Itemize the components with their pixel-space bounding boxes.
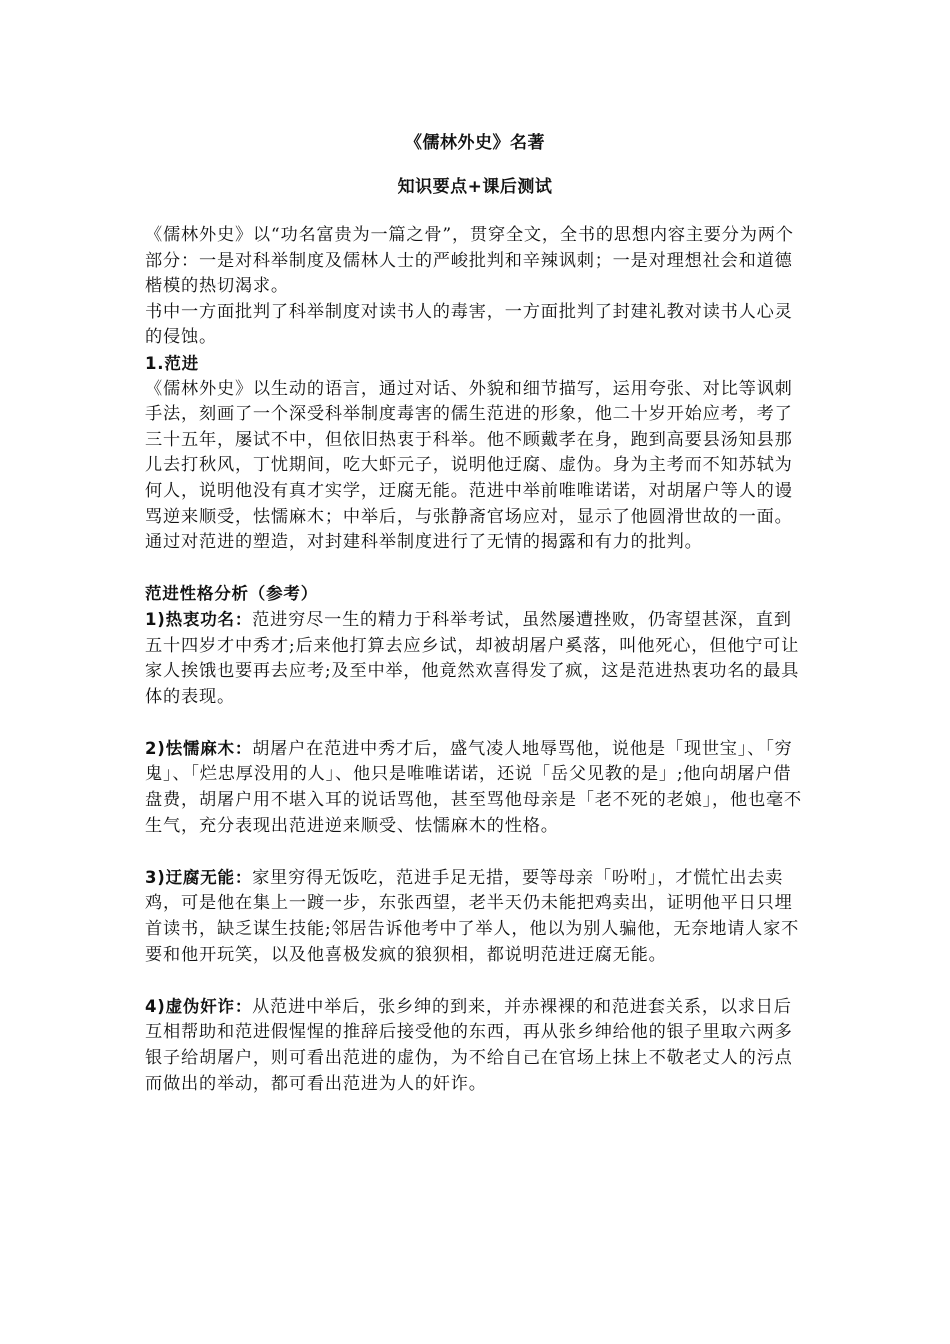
- analysis-point: [145, 994, 805, 1097]
- section-paragraph: 《儒林外史》以生动的语言，通过对话、外貌和细节描写，运用夸张、对比等讽刺手法，刻画了一个深受科举制度毒害的儒生范进的形象，他二十岁开始应考，考了三十五年，屡试不中，但依旧热衷于科举。他不顾戴孝在身，跑到高要县汤知县那儿去打秋风，丁忧期间，吃大虾元子，说明他迂腐、虚伪。身为主考而不知苏轼为何人，说明他没有真才实学，迂腐无能。范进中举前唯唯诺诺，对胡屠户等人的谩骂逆来顺受，怯懦麻木；中举后，与张静斋官场应对，显示了他圆滑世故的一面。 通过对范进的塑造，对封建科举制度进行了无情的揭露和有力的批判。: [145, 378, 802, 553]
- document-title: 《儒林外史》名著: [405, 133, 545, 153]
- point-label: 3)迂腐无能：: [145, 867, 253, 887]
- point-text: 家里穷得无饭吃，范进手足无措，要等母亲「吩咐」，才慌忙出去卖鸡，可是他在集上一踱一步，东张西望，老半天仍未能把鸡卖出，证明他平日只埋首读书，缺乏谋生技能;邻居告诉他考中了举人，他以为别人骗他，无奈地请人家不要和他开玩笑，以及他喜极发疯的狼狈相，都说明范进迂腐无能。: [145, 867, 800, 965]
- intro-paragraph: 《儒林外史》以“功名富贵为一篇之骨”，贯穿全文，全书的思想内容主要分为两个部分：一是对科举制度及儒林人士的严峻批判和辛辣讽刺；一是对理想社会和道德楷模的热切渴求。: [145, 225, 794, 297]
- point-label: 2)怯懦麻木：: [145, 738, 253, 758]
- document-subtitle: 知识要点+课后测试: [397, 177, 553, 197]
- analysis-heading: 范进性格分析（参考）: [145, 584, 318, 604]
- analysis-point: [145, 865, 805, 968]
- spacer: [145, 710, 805, 736]
- point-text: 范进穷尽一生的精力于科举考试，虽然屡遭挫败，仍寄望甚深，直到五十四岁才中秀才;后来他打算去应乡试，却被胡屠户奚落，叫他死心，但他宁可让家人挨饿也要再去应考;及至中举，他竟然欢喜得发了疯，这是范进热衷功名的最具体的表现。: [145, 609, 800, 707]
- spacer: [145, 556, 805, 582]
- document-body: [145, 223, 805, 1097]
- point-label: 4)虚伪奸诈：: [145, 996, 253, 1016]
- section-heading: 1.范进: [145, 353, 199, 373]
- point-text: 胡屠户在范进中秀才后，盛气凌人地辱骂他，说他是「现世宝」、「穷鬼」、「烂忠厚没用的人」、他只是唯唯诺诺，还说「岳父见教的是」;他向胡屠户借盘费，胡屠户用不堪入耳的说话骂他，甚至骂他母亲是「老不死的老娘」，他也毫不生气，充分表现出范进逆来顺受、怯懦麻木的性格。: [145, 738, 802, 836]
- spacer: [145, 839, 805, 865]
- point-label: 1)热衷功名：: [145, 609, 253, 629]
- analysis-point: [145, 607, 805, 710]
- analysis-point: [145, 736, 805, 839]
- intro-paragraph: 书中一方面批判了科举制度对读书人的毒害，一方面批判了封建礼教对读书人心灵的侵蚀。: [145, 301, 793, 348]
- spacer: [145, 968, 805, 994]
- point-text: 从范进中举后，张乡绅的到来，并赤裸裸的和范进套关系，以求日后互相帮助和范进假惺惺的推辞后接受他的东西，再从张乡绅给他的银子里取六两多银子给胡屠户，则可看出范进的虚伪，为不给自己在官场上抹上不敬老丈人的污点而做出的举动，都可看出范进为人的奸诈。: [145, 996, 793, 1094]
